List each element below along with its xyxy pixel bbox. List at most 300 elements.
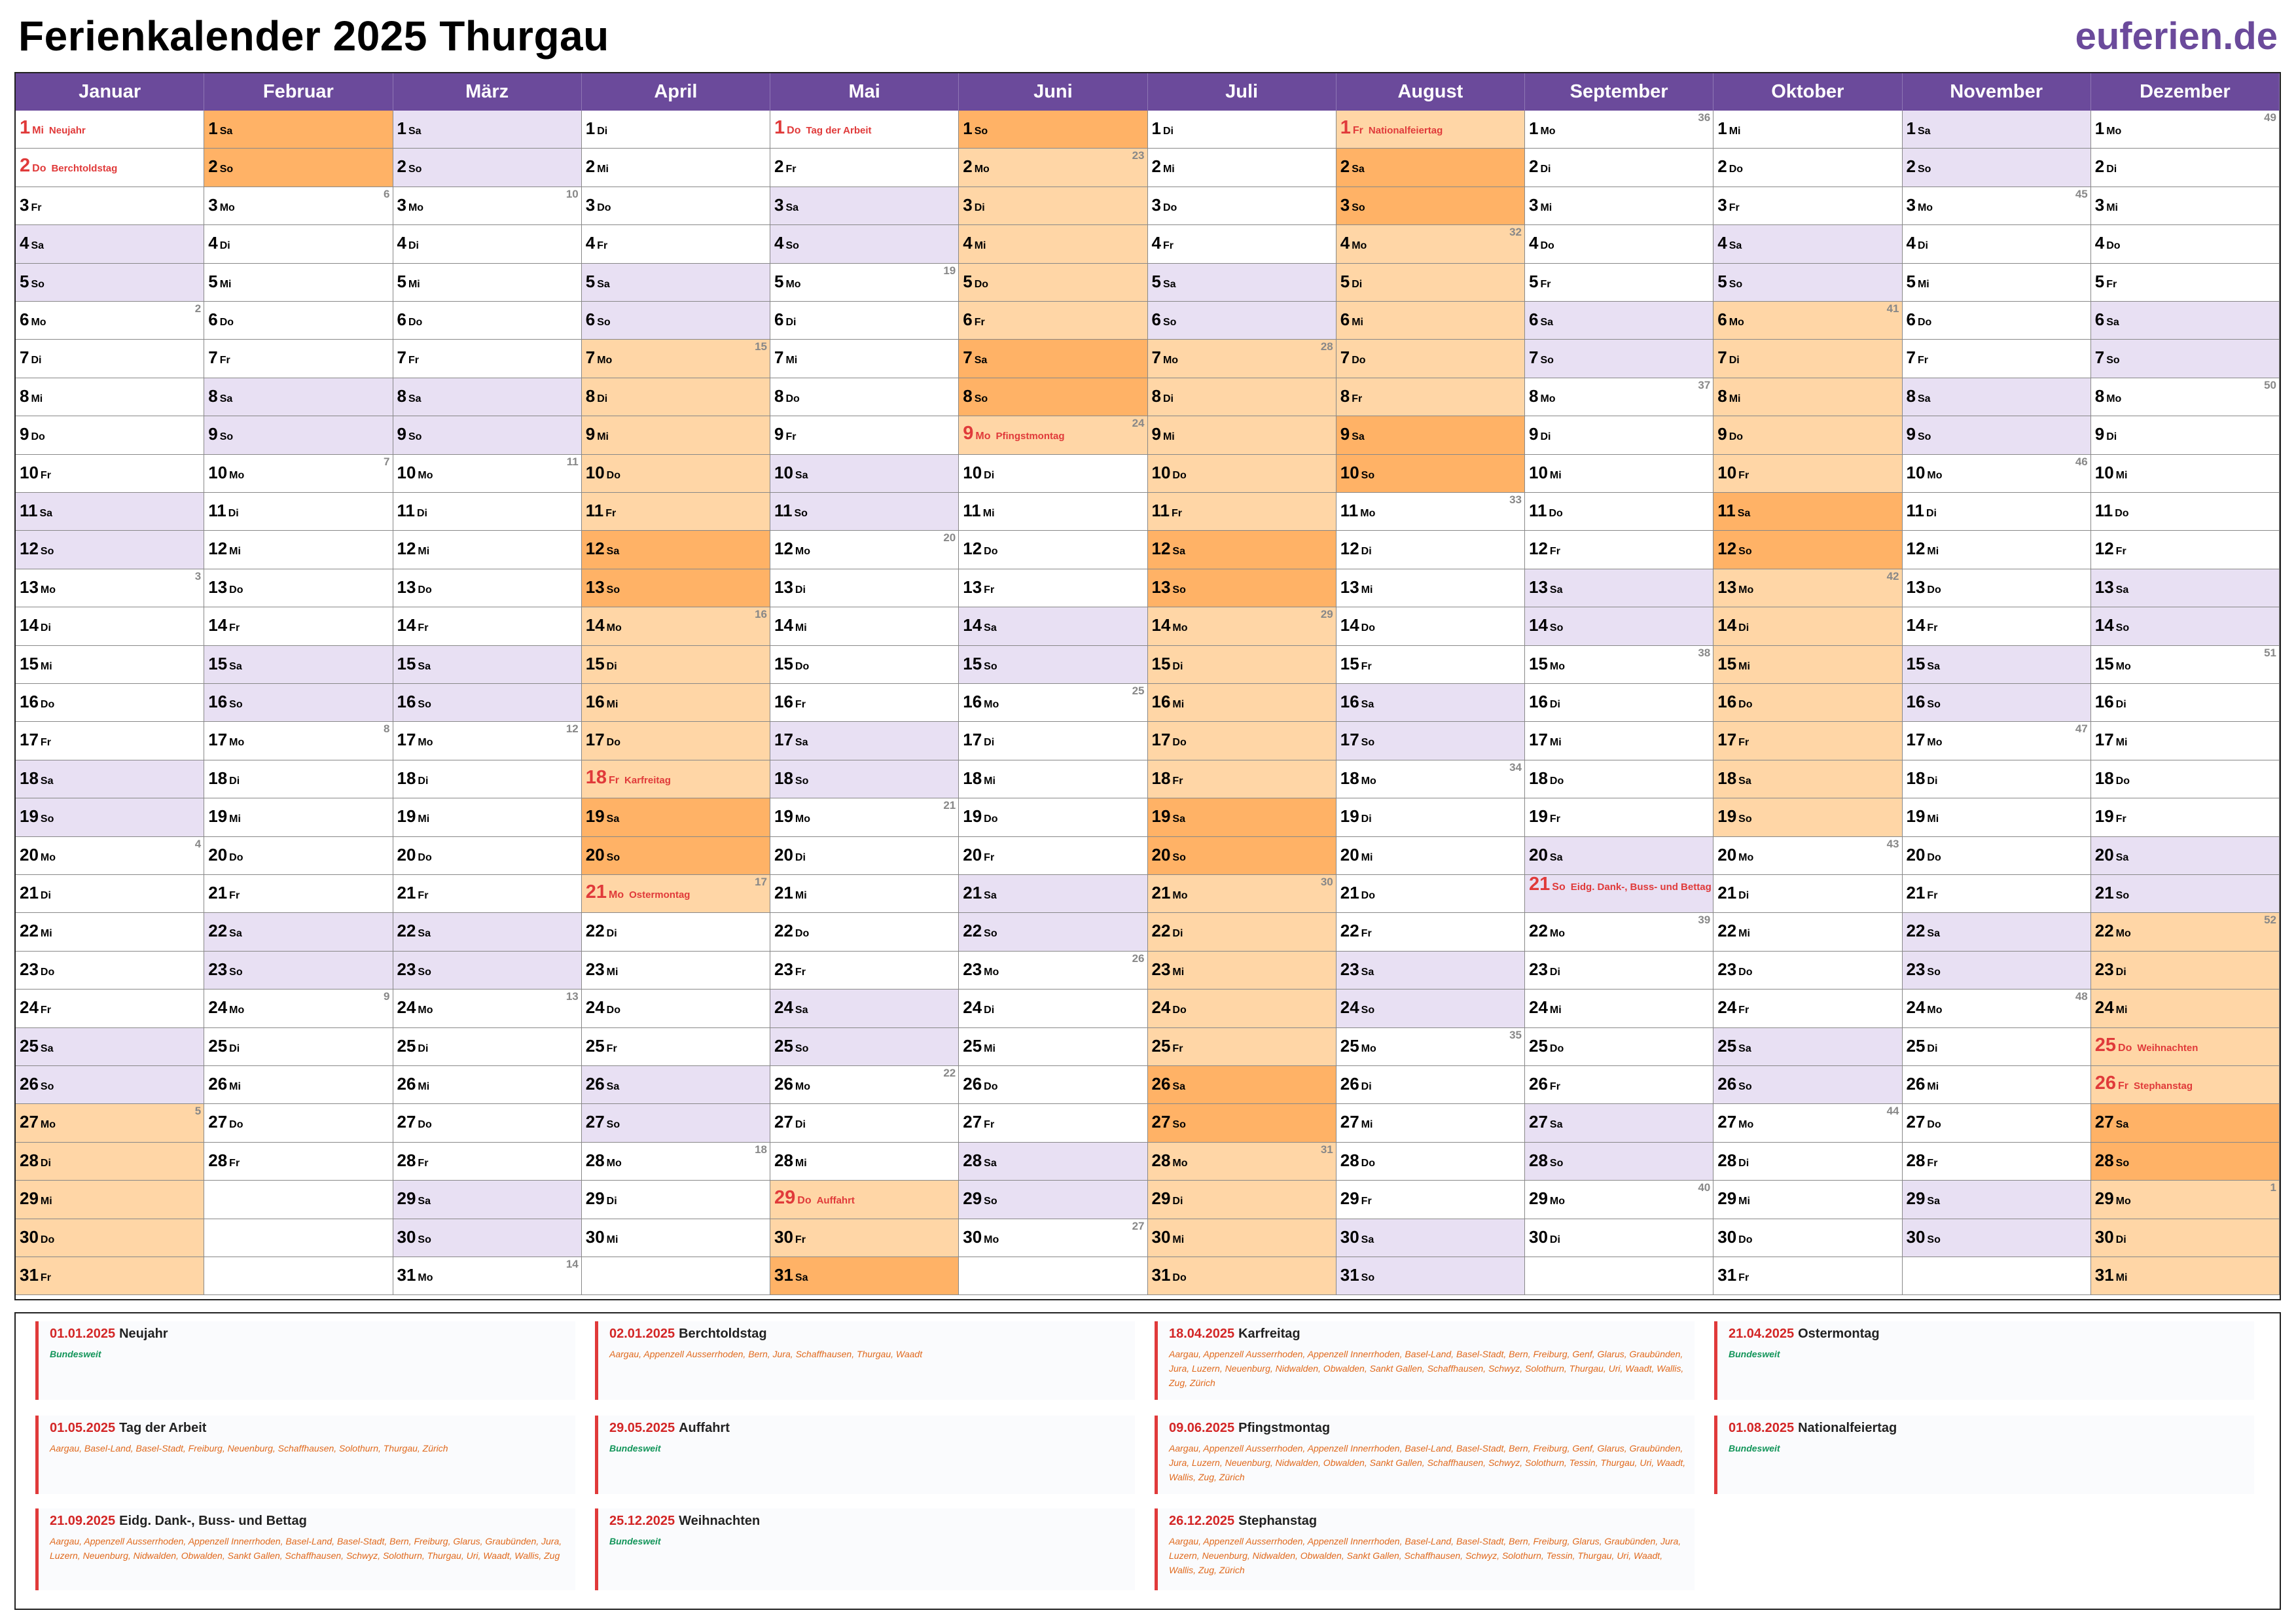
day-label [2095, 1150, 2129, 1171]
week-number: 37 [1698, 378, 1711, 391]
day-number: 17 [397, 730, 416, 750]
day-label [2095, 1073, 2193, 1094]
week-number: 17 [755, 876, 767, 888]
weekday: Di [408, 240, 419, 252]
day-label [20, 501, 52, 521]
day-number: 7 [1340, 348, 1350, 368]
day-number: 26 [1717, 1074, 1737, 1094]
day-number: 31 [397, 1265, 416, 1285]
day-label [1529, 577, 1563, 597]
day-number: 6 [1906, 310, 1916, 329]
weekday: So [1917, 164, 1931, 175]
week-number: 13 [565, 990, 579, 1003]
weekday: Fr [974, 317, 985, 328]
day-number: 16 [397, 692, 416, 711]
day-number: 6 [397, 310, 406, 329]
day-number: 12 [208, 539, 228, 559]
weekday: Sa [606, 1081, 620, 1092]
day-label [586, 424, 609, 444]
weekday: Fr [1540, 278, 1551, 290]
day-number: 4 [2094, 233, 2105, 253]
day-number: 8 [585, 385, 596, 406]
day-cell [770, 225, 959, 263]
week-number: 36 [1698, 111, 1711, 124]
weekday: So [1361, 1272, 1375, 1283]
day-label [774, 692, 806, 712]
month-header: August [1336, 73, 1525, 111]
day-number: 2 [1151, 156, 1161, 177]
day-cell [1525, 837, 1713, 875]
weekday: Mo [1729, 317, 1744, 328]
legend-date: 29.05.2025 [609, 1421, 675, 1435]
day-label [1717, 424, 1743, 444]
day-cell [204, 913, 393, 951]
day-cell [770, 264, 959, 302]
day-number: 24 [963, 997, 982, 1018]
day-label [1717, 997, 1749, 1018]
day-cell [1148, 531, 1336, 569]
day-label [586, 654, 617, 674]
day-cell [1713, 378, 1902, 416]
weekday: Di [1162, 126, 1174, 137]
day-label [1717, 310, 1744, 330]
week-number: 12 [565, 722, 579, 736]
day-label [774, 1150, 807, 1171]
day-cell [582, 684, 770, 722]
day-cell [959, 1028, 1147, 1066]
day-number: 11 [1717, 501, 1736, 520]
day-number: 10 [774, 462, 793, 482]
week-number: 47 [2075, 722, 2088, 736]
weekday: So [1549, 1157, 1564, 1169]
weekday: So [229, 966, 243, 978]
weekday: Fr [40, 737, 51, 749]
week-number: 45 [2075, 187, 2088, 200]
day-cell [1336, 952, 1525, 990]
day-number: 8 [1340, 385, 1350, 406]
day-number: 14 [20, 615, 39, 635]
day-label [2095, 118, 2122, 139]
day-number: 29 [1151, 1188, 1171, 1209]
legend-title [1729, 1327, 2246, 1342]
day-label [1907, 1112, 1941, 1132]
day-cell [1148, 455, 1336, 493]
day-cell [1525, 722, 1713, 760]
day-label [1340, 310, 1363, 330]
weekday: Sa [1172, 546, 1185, 558]
legend-date: 02.01.2025 [609, 1327, 675, 1341]
day-number: 2 [1906, 156, 1916, 177]
weekday: Mi [1361, 851, 1373, 863]
day-label [208, 959, 242, 980]
day-label [397, 463, 433, 483]
day-cell [2091, 455, 2280, 493]
day-number: 5 [1906, 271, 1916, 291]
legend-holiday-name: Eidg. Dank-, Buss- und Bettag [119, 1514, 307, 1528]
weekday: Di [2106, 164, 2117, 175]
day-cell [393, 837, 582, 875]
day-cell [770, 798, 959, 836]
day-cell [2091, 378, 2280, 416]
day-number: 2 [774, 156, 784, 177]
day-label [1907, 463, 1943, 483]
weekday: So [606, 1119, 620, 1131]
day-cell [770, 416, 959, 454]
day-number: 8 [208, 385, 218, 406]
weekday: Do [31, 431, 45, 443]
day-number: 9 [208, 424, 218, 444]
weekday: Sa [418, 928, 431, 940]
week-number: 30 [1320, 876, 1333, 888]
day-number: 12 [2094, 539, 2114, 559]
day-number: 4 [1151, 233, 1161, 253]
day-number: 26 [585, 1074, 605, 1094]
day-cell [393, 1143, 582, 1181]
day-label [2095, 539, 2126, 559]
day-cell [1336, 264, 1525, 302]
day-label [586, 921, 617, 941]
day-label [1907, 118, 1931, 139]
day-cell [1525, 302, 1713, 340]
day-cell [582, 722, 770, 760]
day-cell [770, 684, 959, 722]
day-label [1152, 1036, 1183, 1056]
day-number: 15 [1529, 653, 1548, 673]
day-label [586, 233, 607, 253]
day-number: 15 [1717, 653, 1737, 673]
day-cell [770, 569, 959, 607]
day-number: 1 [585, 118, 596, 138]
day-cell [770, 1219, 959, 1257]
day-cell [204, 1143, 393, 1181]
day-label [963, 1150, 997, 1171]
day-label [1529, 806, 1560, 827]
day-label [1717, 233, 1742, 253]
day-number: 1 [774, 117, 785, 138]
day-number: 19 [963, 806, 982, 827]
weekday: Do [1738, 1234, 1753, 1245]
day-number: 25 [1906, 1035, 1926, 1056]
day-cell [1713, 646, 1902, 684]
day-number: 11 [1906, 501, 1924, 520]
day-cell [1903, 607, 2091, 645]
day-label [774, 615, 807, 635]
day-cell [1525, 607, 1713, 645]
day-cell [770, 646, 959, 684]
weekday: Di [606, 928, 617, 940]
weekday: Fr [418, 890, 429, 901]
weekday: Mo [1352, 240, 1367, 252]
day-number: 20 [1151, 844, 1171, 865]
day-cell [770, 378, 959, 416]
weekday: So [408, 164, 422, 175]
weekday: Di [229, 775, 240, 787]
day-label [1529, 272, 1551, 292]
weekday: Sa [1162, 278, 1176, 290]
day-cell [1336, 531, 1525, 569]
legend-regions: Bundesweit [50, 1349, 101, 1359]
day-label [397, 233, 419, 253]
legend-holiday-name: Ostermontag [1798, 1327, 1880, 1341]
weekday: Fr [2115, 546, 2126, 558]
day-label [963, 118, 988, 139]
day-label [208, 615, 240, 635]
weekday: Mo [795, 813, 811, 825]
day-label [1717, 1150, 1749, 1171]
day-number: 9 [1340, 424, 1350, 444]
day-label [208, 768, 240, 789]
day-number: 26 [1529, 1074, 1548, 1094]
weekday: Di [1549, 1234, 1560, 1245]
day-cell [393, 1066, 582, 1104]
legend-title [50, 1421, 567, 1436]
day-number: 20 [585, 844, 605, 865]
day-label [963, 959, 999, 980]
day-label [963, 1112, 994, 1132]
weekday: Mi [1540, 202, 1552, 213]
week-number: 23 [1132, 149, 1145, 162]
empty-day-cell [959, 1257, 1147, 1295]
week-number: 20 [943, 531, 956, 544]
day-number: 20 [208, 844, 228, 865]
day-label [1529, 730, 1562, 750]
day-label [1907, 883, 1938, 903]
weekday: Fr [1352, 125, 1363, 136]
day-cell [16, 340, 204, 378]
day-label [20, 1188, 52, 1209]
weekday: So [418, 1234, 431, 1245]
day-cell [1713, 340, 1902, 378]
day-cell [1903, 302, 2091, 340]
day-label [1152, 233, 1174, 253]
week-number: 35 [1509, 1028, 1522, 1041]
day-cell [959, 416, 1147, 454]
day-label [20, 195, 41, 215]
weekday: Fr [2106, 278, 2117, 290]
weekday: Mi [785, 355, 798, 366]
weekday: Sa [785, 202, 799, 213]
day-label [1717, 806, 1751, 827]
day-cell [582, 646, 770, 684]
brand-logo[interactable]: euferien.de [2075, 15, 2278, 58]
day-cell [770, 149, 959, 187]
day-label [208, 1036, 240, 1056]
day-label [1907, 195, 1933, 215]
day-cell [959, 149, 1147, 187]
day-number: 21 [1151, 883, 1171, 902]
day-label [1907, 959, 1941, 980]
day-number: 24 [20, 997, 39, 1018]
day-number: 11 [1529, 501, 1547, 520]
day-number: 23 [585, 959, 605, 979]
day-label [586, 348, 613, 368]
week-number: 40 [1698, 1181, 1711, 1194]
day-number: 20 [1529, 844, 1548, 865]
day-number: 24 [208, 997, 228, 1018]
weekday: Fr [984, 584, 995, 596]
day-label [1717, 539, 1751, 559]
day-number: 2 [2094, 156, 2105, 177]
day-label [1340, 577, 1373, 597]
weekday: Sa [219, 126, 233, 137]
day-cell [2091, 1257, 2280, 1295]
day-number: 19 [1717, 806, 1737, 827]
weekday: Do [1729, 164, 1744, 175]
day-number: 4 [1906, 233, 1916, 253]
day-label [1717, 1265, 1749, 1285]
day-cell [393, 684, 582, 722]
day-cell [1525, 1066, 1713, 1104]
day-cell [770, 952, 959, 990]
day-label [774, 424, 796, 444]
day-label [586, 156, 609, 177]
weekday: Di [40, 1157, 51, 1169]
legend-holiday-name: Berchtoldstag [679, 1327, 767, 1341]
day-number: 27 [208, 1112, 228, 1132]
day-number: 29 [1340, 1188, 1359, 1209]
day-label [774, 654, 809, 674]
day-label [1340, 615, 1375, 635]
day-number: 16 [585, 692, 605, 711]
legend-holiday-name: Weihnachten [679, 1514, 761, 1528]
day-cell [204, 646, 393, 684]
day-number: 28 [208, 1150, 228, 1170]
weekday: Do [984, 813, 998, 825]
weekday: Sa [1352, 164, 1365, 175]
weekday: Sa [606, 813, 620, 825]
weekday: Mo [1172, 890, 1188, 901]
day-number: 18 [774, 768, 793, 788]
day-label [20, 117, 86, 139]
weekday: Do [1172, 1005, 1187, 1016]
day-cell [204, 302, 393, 340]
day-label [1340, 1188, 1372, 1209]
weekday: Mo [1549, 660, 1566, 672]
week-number: 16 [755, 608, 767, 621]
day-number: 8 [1906, 385, 1916, 406]
weekday: Di [1361, 813, 1372, 825]
weekday: Di [984, 469, 995, 481]
day-label [1529, 615, 1563, 635]
day-cell [2091, 1104, 2280, 1142]
day-label [208, 730, 244, 750]
day-number: 9 [585, 424, 596, 444]
weekday: Fr [795, 966, 806, 978]
day-cell [204, 837, 393, 875]
weekday: Sa [229, 928, 242, 940]
day-cell [770, 1181, 959, 1219]
weekday: Fr [1172, 1043, 1183, 1054]
weekday: So [40, 813, 54, 825]
day-label [774, 1036, 808, 1056]
day-cell [1336, 1181, 1525, 1219]
weekday: Sa [1917, 393, 1931, 404]
day-number: 4 [1529, 233, 1539, 253]
legend-date: 18.04.2025 [1169, 1327, 1235, 1341]
day-number: 21 [1340, 883, 1359, 902]
weekday: Di [219, 240, 230, 252]
day-number: 22 [20, 921, 39, 941]
day-number: 23 [963, 959, 982, 979]
day-number: 9 [397, 424, 406, 444]
day-label [1340, 1112, 1373, 1132]
weekday: Di [984, 737, 995, 749]
weekday: Fr [1172, 775, 1183, 787]
day-cell [16, 531, 204, 569]
day-cell [959, 798, 1147, 836]
day-cell [204, 187, 393, 225]
day-label [963, 845, 994, 865]
day-cell [2091, 722, 2280, 760]
day-cell [2091, 952, 2280, 990]
weekday: Sa [418, 1196, 431, 1207]
day-number: 14 [1529, 615, 1548, 635]
day-number: 20 [1717, 844, 1737, 865]
day-number: 18 [1717, 768, 1737, 788]
day-label [1152, 310, 1177, 330]
day-cell [393, 531, 582, 569]
day-label [20, 615, 51, 635]
day-cell [16, 722, 204, 760]
day-number: 7 [1906, 348, 1916, 368]
legend-item [35, 1321, 575, 1400]
day-label [963, 921, 997, 941]
weekday: Mo [609, 889, 624, 901]
weekday: Mi [1917, 278, 1929, 290]
weekday: Di [785, 317, 797, 328]
day-label [1529, 1150, 1563, 1171]
day-cell [16, 1066, 204, 1104]
weekday: Mi [229, 1081, 241, 1092]
week-number: 4 [194, 837, 202, 850]
day-cell [770, 1257, 959, 1295]
weekday: Sa [1172, 813, 1185, 825]
day-cell [1336, 1257, 1525, 1295]
day-label [208, 806, 241, 827]
day-cell [582, 264, 770, 302]
day-cell [1713, 875, 1902, 913]
day-number: 30 [2094, 1226, 2114, 1247]
weekday: So [2106, 355, 2120, 366]
day-cell [1336, 1028, 1525, 1066]
day-number: 16 [208, 692, 228, 711]
day-cell [2091, 1143, 2280, 1181]
day-label [1907, 997, 1943, 1018]
day-label [2095, 1227, 2126, 1247]
day-number: 12 [1906, 539, 1926, 559]
day-number: 17 [963, 730, 982, 750]
day-number: 8 [1151, 385, 1161, 406]
day-label [963, 997, 994, 1018]
weekday: So [2115, 890, 2130, 901]
day-number: 16 [1151, 692, 1171, 711]
day-label [208, 195, 235, 215]
weekday: Mi [1361, 1119, 1373, 1131]
day-number: 24 [397, 997, 416, 1018]
day-number: 13 [1340, 577, 1359, 597]
day-label [774, 1187, 855, 1209]
day-number: 6 [774, 310, 784, 329]
weekday: Sa [31, 240, 45, 252]
day-label [1717, 959, 1752, 980]
day-number: 6 [1151, 310, 1161, 329]
day-label [1340, 348, 1366, 368]
day-cell [959, 569, 1147, 607]
weekday: Sa [1352, 431, 1365, 443]
holiday-name: Neujahr [48, 125, 86, 136]
day-label [1907, 310, 1932, 330]
day-label [1907, 730, 1943, 750]
